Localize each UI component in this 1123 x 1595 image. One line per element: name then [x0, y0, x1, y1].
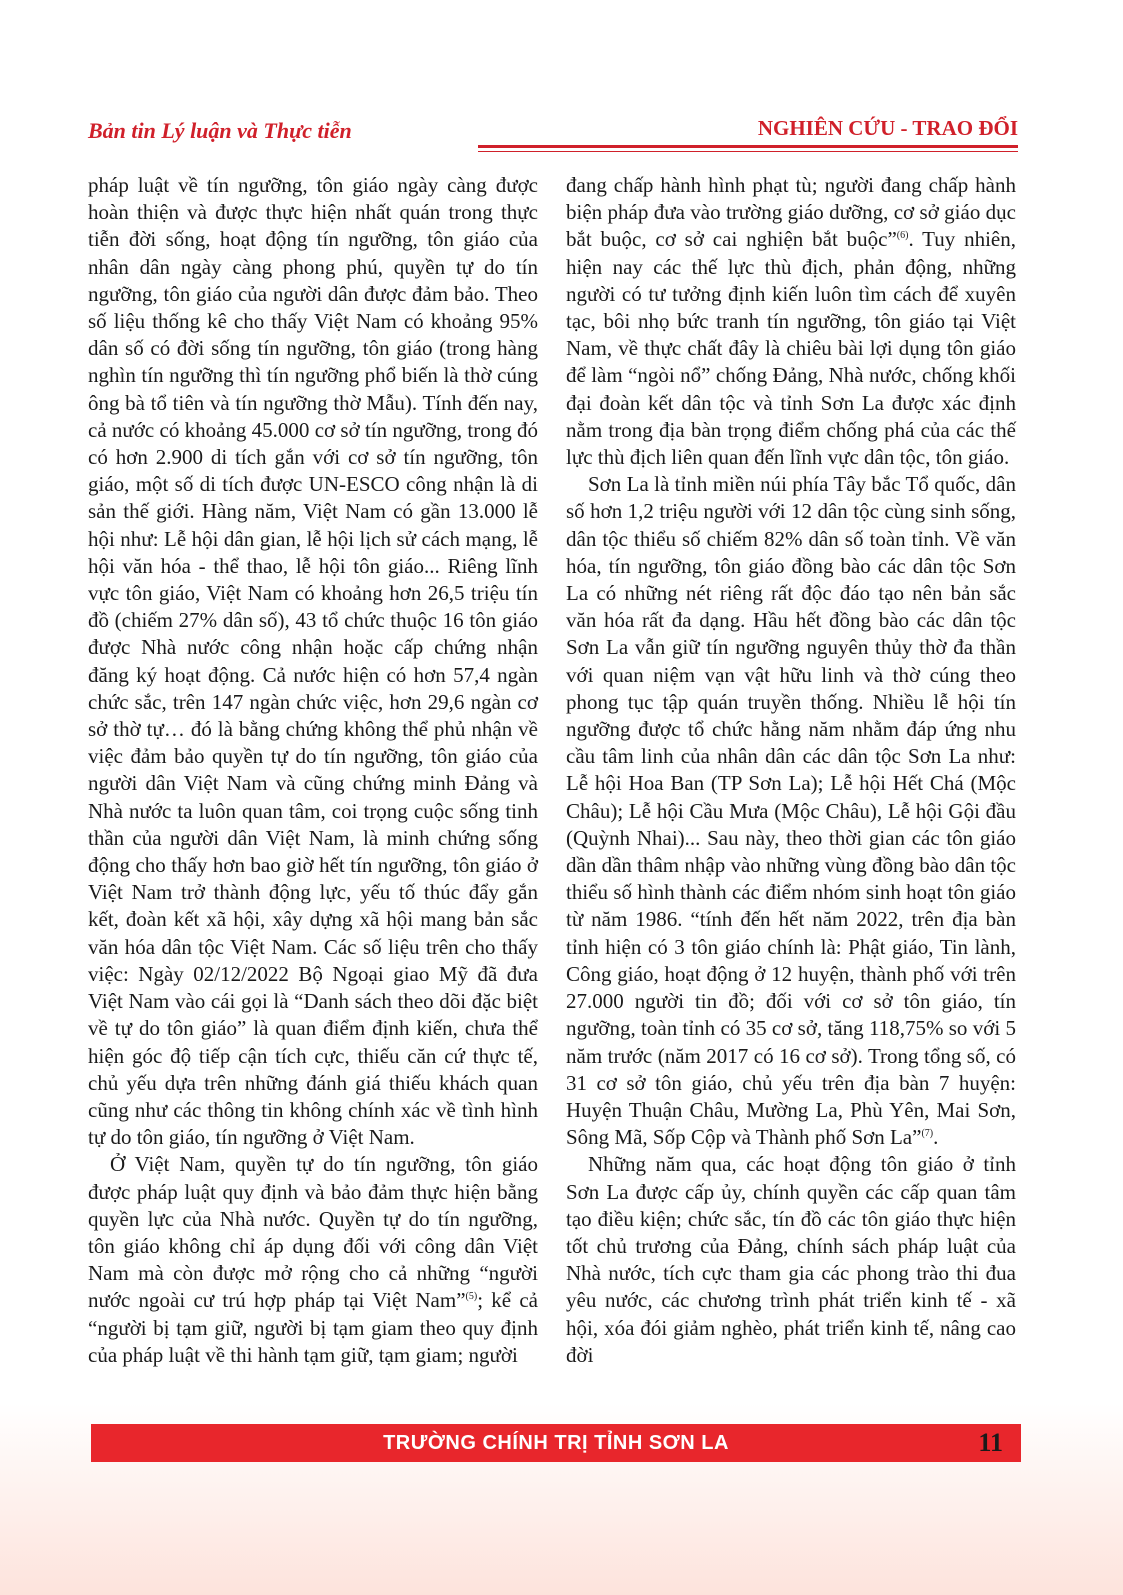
left-column [88, 172, 538, 1369]
paragraph-text: Ở Việt Nam, quyền tự do tín ngưỡng, tôn giáo được pháp luật quy định và bảo đảm thực hiện bằng quyền lực của Nhà nước. Quyền tự do tín ngưỡng, tôn giáo không chỉ áp dụng đối với công dân Việt Nam mà còn được mở rộng cho cả những “người nước ngoài cư trú hợp pháp tại Việt Nam” [88, 1152, 538, 1313]
right-column [566, 172, 1016, 1369]
page-number: 11 [978, 1428, 1003, 1457]
paragraph-text: đang chấp hành hình phạt tù; người đang chấp hành biện pháp đưa vào trường giáo dưỡng, cơ sở giáo dục bắt buộc, cơ sở cai nghiện bắt buộc” [566, 173, 1016, 252]
section-title: NGHIÊN CỨU - TRAO ĐỔI [757, 116, 1018, 140]
paragraph-text: Sơn La là tỉnh miền núi phía Tây bắc Tổ quốc, dân số hơn 1,2 triệu người với 12 dân tộc cùng sinh sống, dân tộc thiểu số chiếm 82% dân số toàn tỉnh. Về văn hóa, tín ngưỡng, tôn giáo đồng bào các dân tộc Sơn La có những nét riêng rất độc đáo tạo nên bản sắc văn hóa rất đa dạng. Hầu hết đồng bào các dân tộc Sơn La vẫn giữ tín ngưỡng nguyên thủy thờ đa thần với quan niệm vạn vật hữu linh và thờ cúng theo phong tục tập quán truyền thống. Nhiều lễ hội tín ngưỡng được tổ chức hằng năm nhằm đáp ứng nhu cầu tâm linh của nhân dân các dân tộc Sơn La như: Lễ hội Hoa Ban (TP Sơn La); Lễ hội Hết Chá (Mộc Châu); Lễ hội Cầu Mưa (Mộc Châu), Lễ hội Gội đầu (Quỳnh Nhai)... Sau này, theo thời gian các tôn giáo dần dần thâm nhập vào những vùng đồng bào dân tộc thiểu số hình thành các điểm nhóm sinh hoạt tôn giáo từ năm 1986. “tính đến hết năm 2022, trên địa bàn tỉnh hiện có 3 tôn giáo chính là: Phật giáo, Tin lành, Công giáo, hoạt động ở 12 huyện, thành phố với trên 27.000 người tin đồ; đối với cơ sở tôn giáo, tín ngưỡng, toàn tỉnh có 35 cơ sở, tăng 118,75% so với 5 năm trước (năm 2017 có 16 cơ sở). Trong tổng số, có 31 cơ sở tôn giáo, chủ yếu trên địa bàn 7 huyện: Huyện Thuận Châu, Mường La, Phù Yên, Mai Sơn, Sông Mã, Sốp Cộp và Thành phố Sơn La” [566, 472, 1016, 1150]
footnote-ref: (7) [921, 1128, 934, 1140]
footnote-ref: (6) [896, 230, 909, 242]
publication-title: Bản tin Lý luận và Thực tiễn [88, 118, 352, 143]
footer-institution: TRƯỜNG CHÍNH TRỊ TỈNH SƠN LA [383, 1432, 729, 1454]
paragraph: Những năm qua, các hoạt động tôn giáo ở tỉnh Sơn La được cấp ủy, chính quyền các cấp quan tâm tạo điều kiện; chức sắc, tín đồ các tôn giáo thực hiện tốt chủ trương của Đảng, chính sách pháp luật của Nhà nước, tích cực tham gia các phong trào thi đua yêu nước, các chương trình phát triển kinh tế - xã hội, xóa đói giảm nghèo, phát triển kinh tế, nâng cao đời [566, 1152, 1016, 1367]
paragraph-text: . [933, 1125, 939, 1150]
header-rule-thin [478, 151, 1018, 152]
paragraph [88, 1151, 538, 1369]
header-rule [478, 145, 1018, 148]
paragraph [566, 471, 1016, 1151]
paragraph-text: . Tuy nhiên, hiện nay các thế lực thù địch, phản động, những người có tư tưởng định kiến luôn tìm cách để xuyên tạc, bôi nhọ bức tranh tín ngưỡng, tôn giáo tại Việt Nam, về thực chất đây là chiêu bài lợi dụng tôn giáo để làm “ngòi nổ” chống Đảng, Nhà nước, chống khối đại đoàn kết dân tộc và tỉnh Sơn La được xác định nằm trong địa bàn trọng điểm chống phá của các thế lực thù địch liên quan đến lĩnh vực dân tộc, tôn giáo. [566, 227, 1016, 470]
paragraph: pháp luật về tín ngưỡng, tôn giáo ngày càng được hoàn thiện và được thực hiện nhất quán trong thực tiễn đời sống, hoạt động tín ngưỡng, tôn giáo của nhân dân ngày càng phong phú, quyền tự do tín ngưỡng, tôn giáo của người dân được đảm bảo. Theo số liệu thống kê cho thấy Việt Nam có khoảng 95% dân số có đời sống tín ngưỡng, tôn giáo (trong hàng nghìn tín ngưỡng thì tín ngưỡng phổ biến là thờ cúng ông bà tổ tiên và tín ngưỡng thờ Mẫu). Tính đến nay, cả nước có khoảng 45.000 cơ sở tín ngưỡng, trong đó có hơn 2.900 di tích gắn với cơ sở tín ngưỡng, tôn giáo, một số di tích được UN-ESCO công nhận là di sản thế giới. Hàng năm, Việt Nam có gần 13.000 lễ hội như: Lễ hội dân gian, lễ hội lịch sử cách mạng, lễ hội văn hóa - thể thao, lễ hội tôn giáo... Riêng lĩnh vực tôn giáo, Việt Nam có khoảng hơn 26,5 triệu tín đồ (chiếm 27% dân số), 43 tổ chức thuộc 16 tôn giáo được Nhà nước công nhận hoặc cấp chứng nhận đăng ký hoạt động. Cả nước hiện có hơn 57,4 ngàn chức sắc, trên 147 ngàn chức việc, hơn 29,6 ngàn cơ sở thờ tự… đó là bằng chứng không thể phủ nhận về việc đảm bảo quyền tự do tín ngưỡng, tôn giáo của người dân Việt Nam và cũng chứng minh Đảng và Nhà nước ta luôn quan tâm, coi trọng cuộc sống tinh thần của người dân Việt Nam, là minh chứng sống động cho thấy hơn bao giờ hết tín ngưỡng, tôn giáo ở Việt Nam trở thành động lực, yếu tố thúc đẩy gắn kết, đoàn kết xã hội, xây dựng xã hội mang bản sắc văn hóa dân tộc Việt Nam. Các số liệu trên cho thấy việc: Ngày 02/12/2022 Bộ Ngoại giao Mỹ đã đưa Việt Nam vào cái gọi là “Danh sách theo dõi đặc biệt về tự do tôn giáo” là quan điểm định kiến, chưa thể hiện góc độ tiếp cận tích cực, thiếu căn cứ thực tế, chủ yếu dựa trên những đánh giá thiếu khách quan cũng như các thông tin không chính xác về tình hình tự do tôn giáo, tín ngưỡng ở Việt Nam. [88, 173, 538, 1150]
running-header [88, 112, 1018, 152]
paragraph [566, 172, 1016, 471]
footer-band [91, 1424, 1021, 1462]
paragraph-text: ; kể cả “người bị tạm giữ, người bị tạm giam theo quy định của pháp luật về thi hành tạm giữ, tạm giam; người [88, 1288, 538, 1367]
footnote-ref: (5) [465, 1291, 478, 1303]
